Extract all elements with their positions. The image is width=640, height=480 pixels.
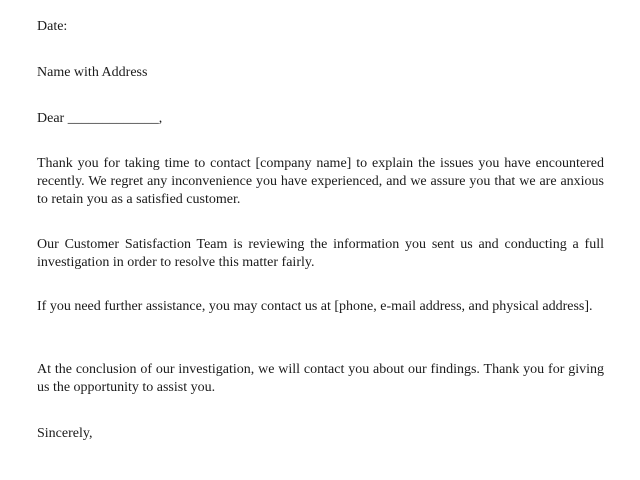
closing-line: Sincerely,: [37, 426, 93, 441]
recipient-name-address: Name with Address: [37, 65, 148, 80]
paragraph-thank-you: Thank you for taking time to contact [company name] to explain the issues you have encountered recently. We regret any inconvenience you have experienced, and we assure you that we are anxious to retain you as a satisfied customer.: [37, 156, 604, 207]
paragraph-investigation: Our Customer Satisfaction Team is reviewing the information you sent us and conducting a full investigation in order to resolve this matter fairly.: [37, 237, 604, 270]
paragraph-contact-info: If you need further assistance, you may contact us at [phone, e-mail address, and physical address].: [37, 299, 593, 314]
date-line: Date:: [37, 19, 68, 34]
salutation-line: Dear _____________,: [37, 111, 163, 126]
paragraph-conclusion: At the conclusion of our investigation, we will contact you about our findings. Thank you for giving us the opportunity to assist you.: [37, 362, 604, 395]
